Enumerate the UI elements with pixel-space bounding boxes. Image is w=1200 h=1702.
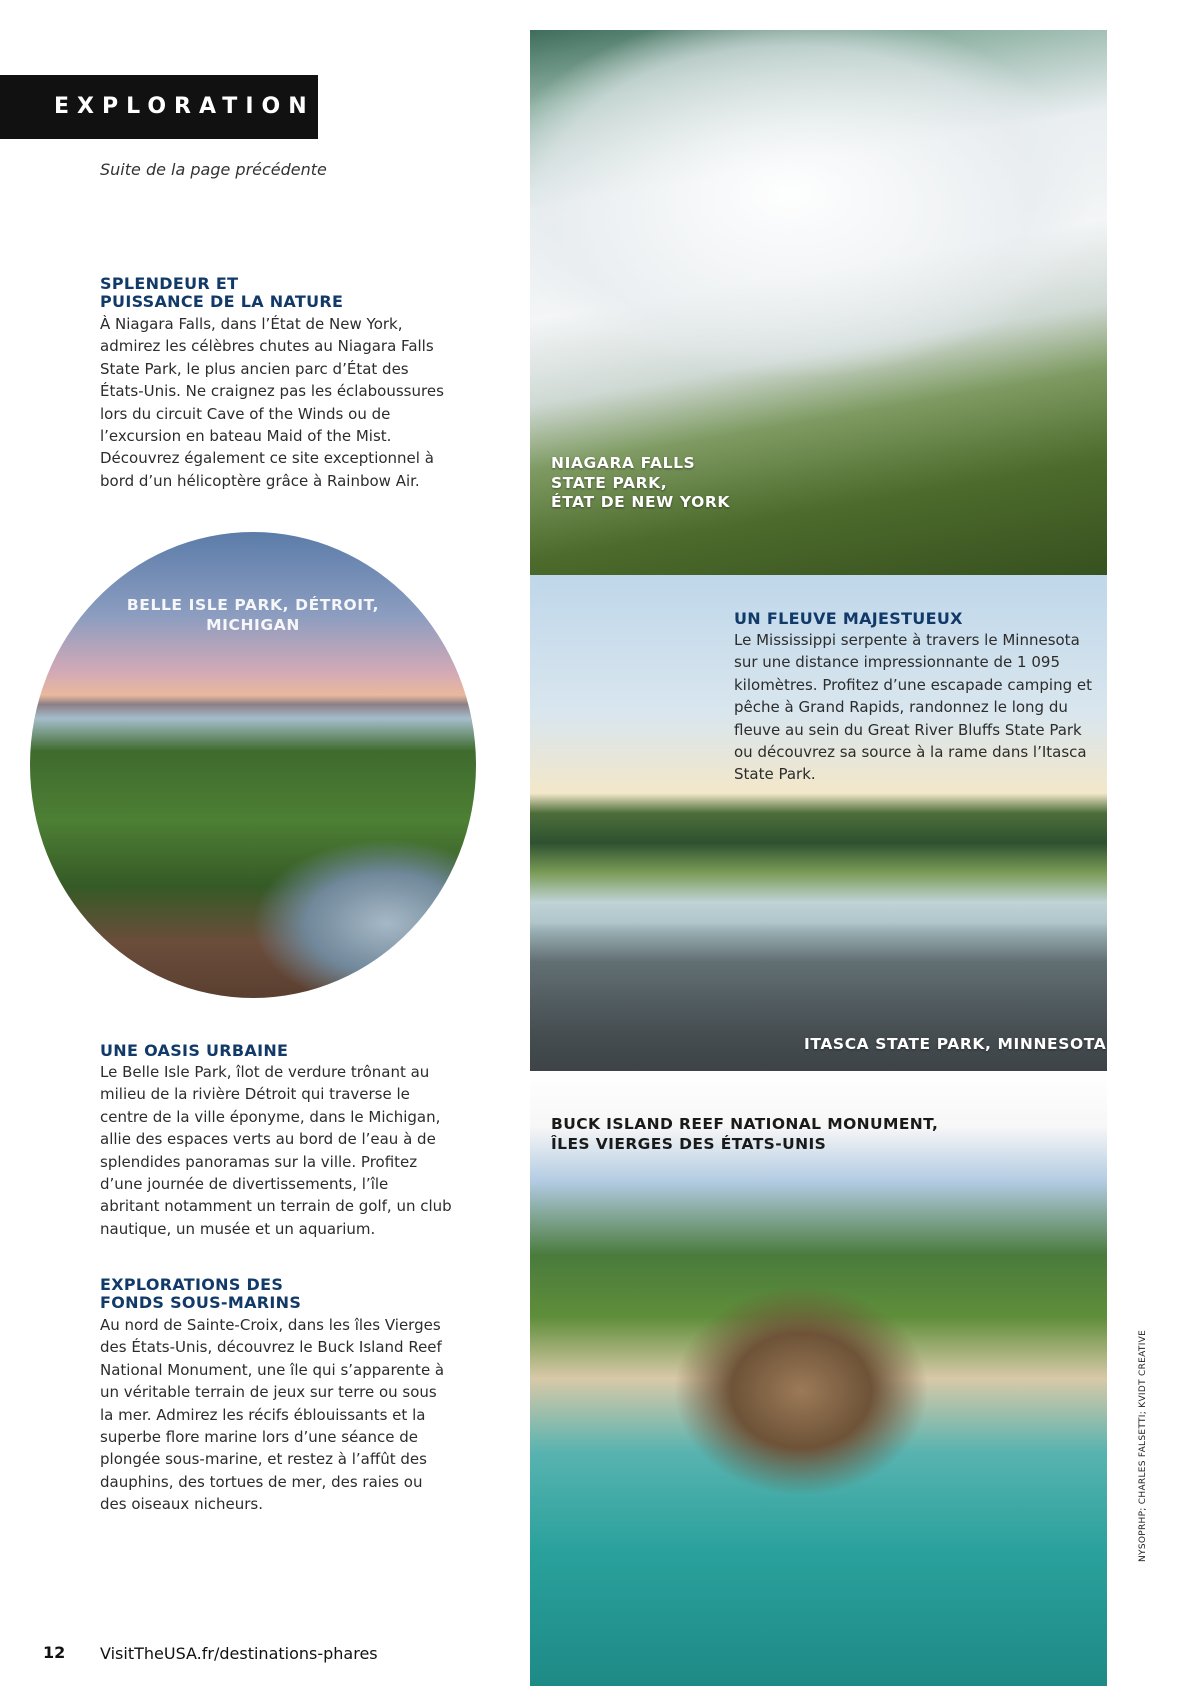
continuation-note: Suite de la page précédente	[100, 160, 327, 179]
belle-isle-label	[30, 596, 476, 635]
itasca-label: ITASCA STATE PARK, MINNESOTA	[804, 1035, 1107, 1053]
niagara-label	[551, 454, 730, 513]
buck-island-photo	[530, 1071, 1107, 1686]
belle-isle-photo	[30, 532, 476, 998]
section-body-oasis: Le Belle Isle Park, îlot de verdure trônant au milieu de la rivière Détroit qui traverse le centre de la ville éponyme, dans le Michigan, allie des espaces verts au bord de l’eau à de splendides panoramas sur la ville. Profitez d’une journée de divertissements, l’île abritant notamment un terrain de golf, un club nautique, un musée et un aquarium.	[100, 1063, 452, 1238]
photo-label-line: NIAGARA FALLS	[551, 454, 696, 472]
photo-label-line: STATE PARK,	[551, 473, 668, 492]
buck-island-label	[551, 1115, 938, 1154]
heading-line: FONDS SOUS-MARINS	[100, 1293, 302, 1312]
photo-label-line: BUCK ISLAND REEF NATIONAL MONUMENT,	[551, 1115, 939, 1133]
heading-line: SPLENDEUR ET	[100, 274, 239, 293]
itasca-photo	[530, 575, 1107, 1071]
section-body-river: Le Mississippi serpente à travers le Minnesota sur une distance impressionnante de 1 095 kilomètres. Profitez d’une escapade camping et pêche à Grand Rapids, randonnez le long du fleuve au sein du Great River Bluffs State Park ou découvrez sa source à la rame dans l’Itasca State Park.	[734, 631, 1092, 784]
photo-label-line: ÉTAT DE NEW YORK	[551, 493, 731, 511]
footer-url: VisitTheUSA.fr/destinations-phares	[100, 1644, 378, 1663]
heading-line: UNE OASIS URBAINE	[100, 1041, 289, 1060]
photo-label-line: BELLE ISLE PARK, DÉTROIT,	[126, 596, 380, 614]
heading-line: PUISSANCE DE LA NATURE	[100, 292, 344, 311]
section-heading-underwater	[100, 1276, 460, 1312]
section-heading-river	[734, 610, 1094, 628]
section-tag: EXPLORATION	[0, 75, 318, 139]
page-number: 12	[43, 1643, 66, 1662]
heading-line: UN FLEUVE MAJESTUEUX	[734, 609, 963, 628]
section-body-underwater: Au nord de Sainte-Croix, dans les îles Vierges des États-Unis, découvrez le Buck Island Reef National Monument, une île qui s’apparente à un véritable terrain de jeux sur terre ou sous la mer. Admirez les récifs éblouissants et la superbe flore marine lors d’une séance de plongée sous-marine, et restez à l’affût des dauphins, des tortues de mer, des raies ou des oiseaux nicheurs.	[100, 1316, 445, 1514]
photo-label-line: ÎLES VIERGES DES ÉTATS-UNIS	[551, 1134, 827, 1153]
niagara-photo	[530, 30, 1107, 575]
section-heading-nature	[100, 275, 460, 311]
section-heading-oasis	[100, 1042, 460, 1060]
heading-line: EXPLORATIONS DES	[100, 1275, 284, 1294]
section-body-nature: À Niagara Falls, dans l’État de New York, admirez les célèbres chutes au Niagara Falls State Park, le plus ancien parc d’État des États-Unis. Ne craignez pas les éclaboussures lors du circuit Cave of the Winds ou de l’excursion en bateau Maid of the Mist. Découvrez également ce site exceptionnel à bord d’un hélicoptère grâce à Rainbow Air.	[100, 315, 444, 490]
photo-credit: NYSOPRHP; CHARLES FALSETTI; KVIDT CREATIVE	[1138, 1329, 1148, 1562]
photo-label-line: MICHIGAN	[206, 615, 300, 634]
